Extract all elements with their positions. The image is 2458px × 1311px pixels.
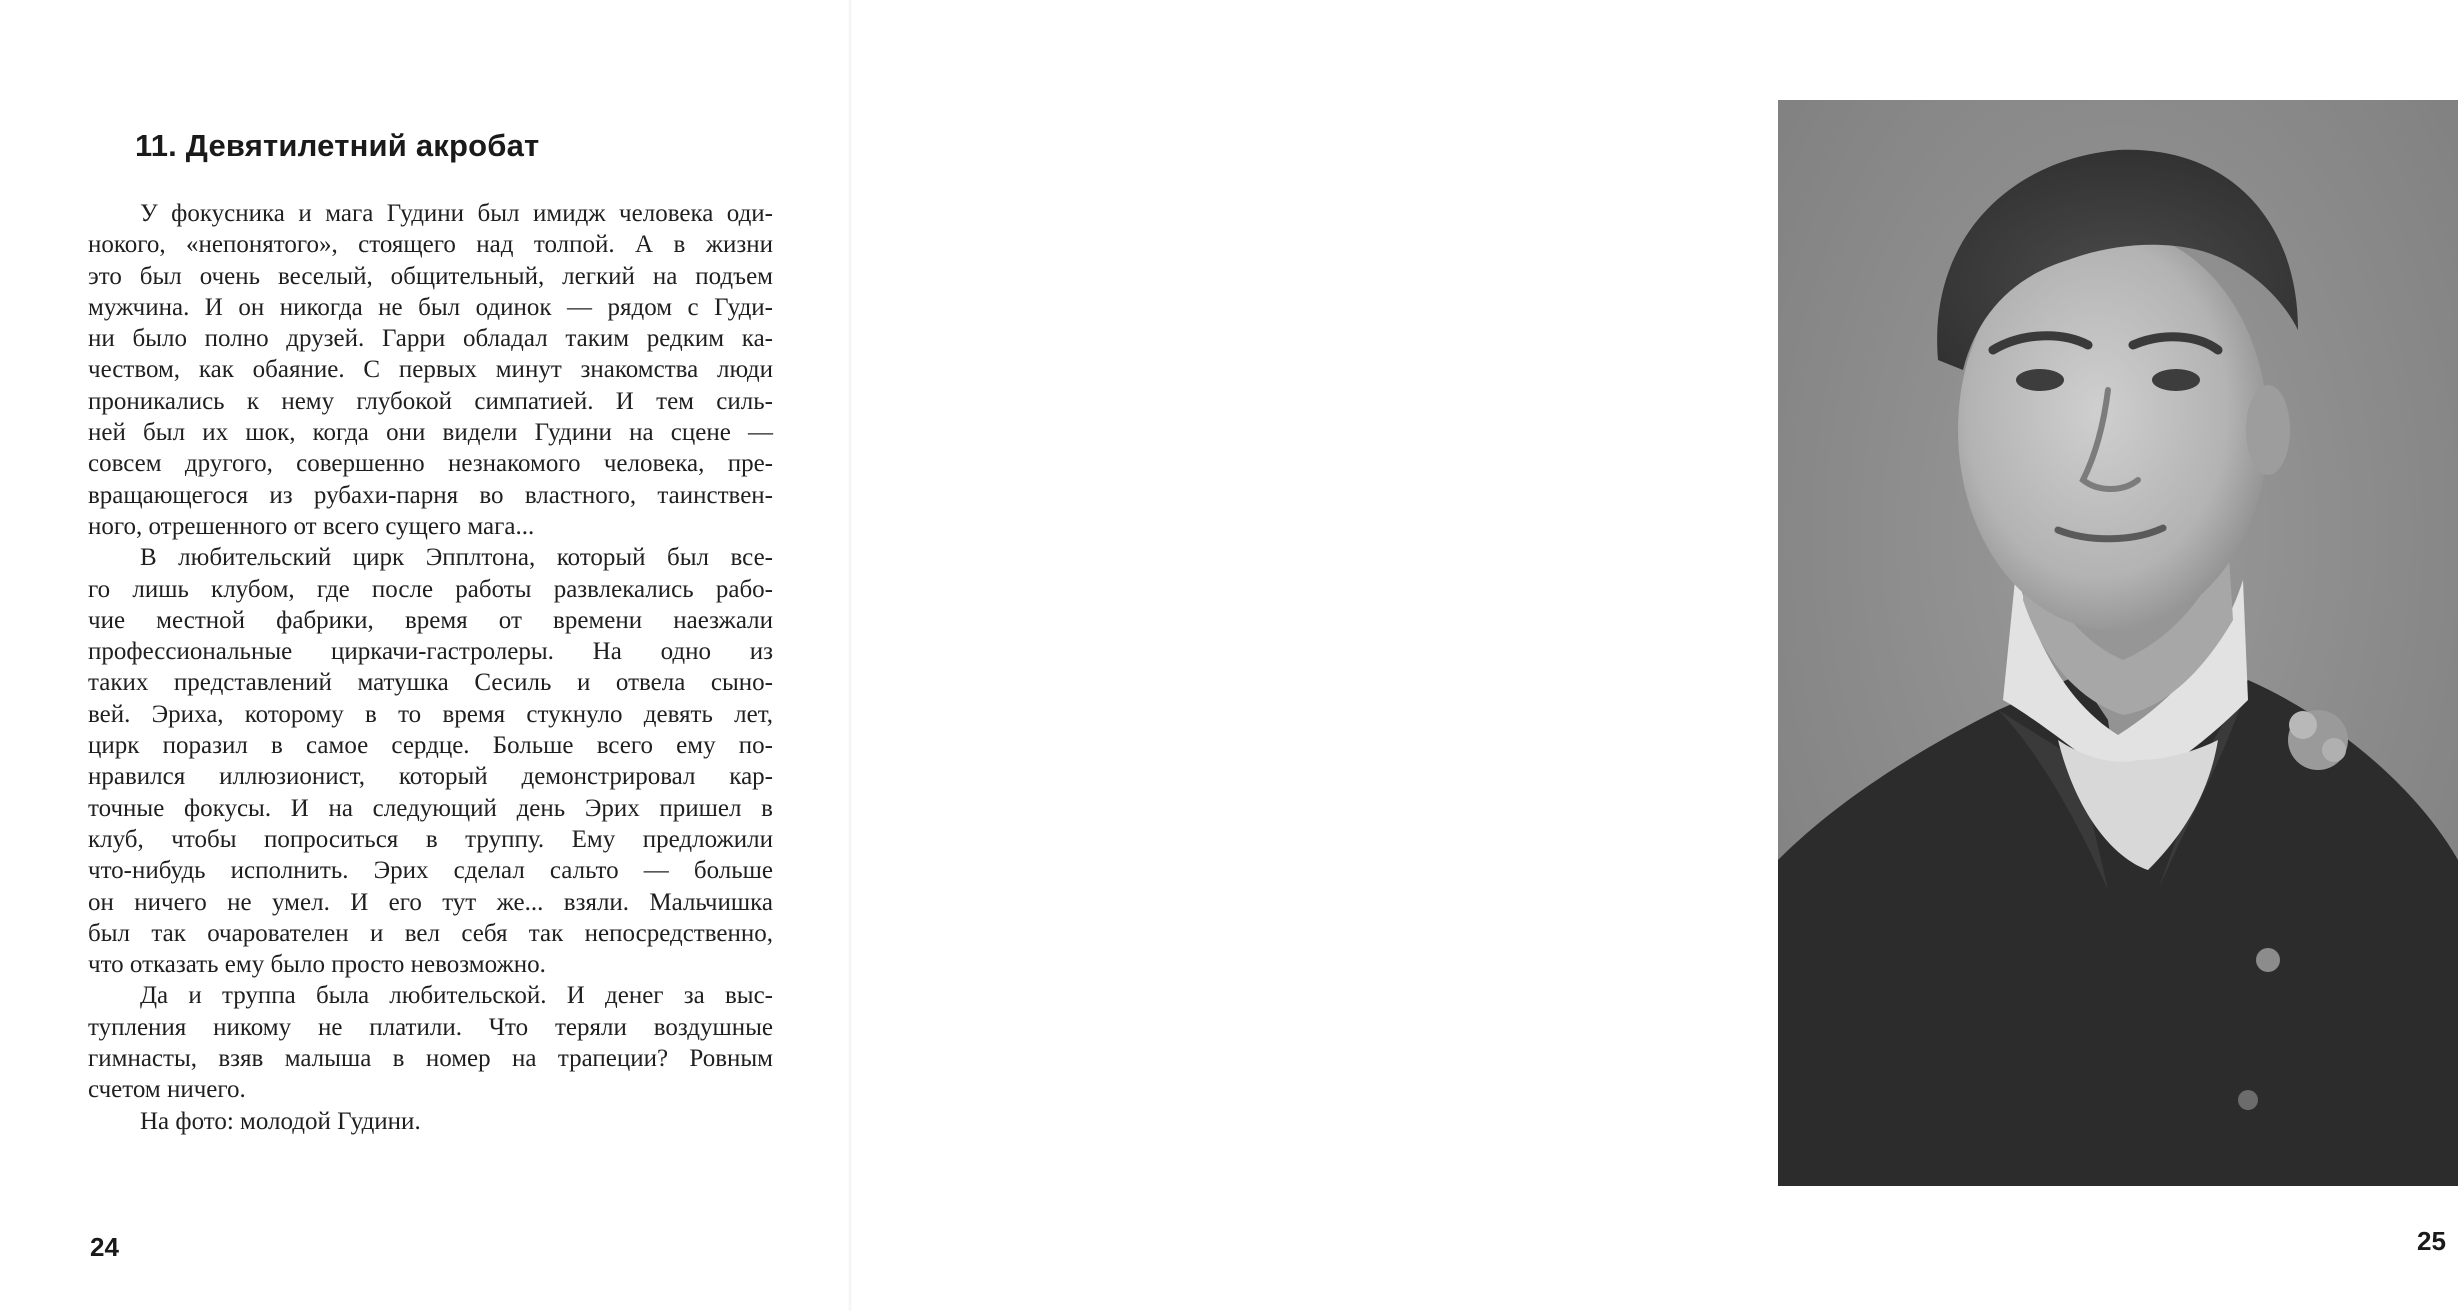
page-number-left: 24: [90, 1232, 119, 1262]
body-text: [88, 198, 773, 1137]
text-line: У фокусника и мага Гудини был имидж человека оди-: [140, 200, 773, 227]
text-line: профессиональные циркачи-гастролеры. На одно из: [88, 638, 773, 666]
text-line: вращающегося из рубахи-парня во властного, таинствен-: [88, 481, 773, 509]
left-page: [0, 0, 850, 1311]
text-line: что отказать ему было просто невозможно.: [88, 951, 546, 979]
text-line: мужчина. И он никогда не был одинок — рядом с Гуди-: [88, 293, 773, 321]
text-line: совсем другого, совершенно незнакомого человека, пре-: [88, 450, 773, 478]
text-line: В любительский цирк Эпплтона, который был все-: [140, 544, 773, 572]
text-line: Да и труппа была любительской. И денег за выс-: [140, 982, 773, 1010]
text-line: чие местной фабрики, время от времени наезжали: [88, 606, 773, 634]
text-line: тупления никому не платили. Что теряли воздушные: [88, 1013, 773, 1041]
text-line: ни было полно друзей. Гарри обладал таким редким ка-: [88, 325, 773, 353]
text-line: го лишь клубом, где после работы развлекались рабо-: [88, 575, 773, 603]
text-line: был так очарователен и вел себя так непосредственно,: [88, 919, 773, 947]
text-line: проникались к нему глубокой симпатией. И тем силь-: [88, 387, 773, 415]
chapter-title: 11. Девятилетний акробат: [135, 128, 540, 163]
text-line: точные фокусы. И на следующий день Эрих пришел в: [88, 794, 773, 822]
text-line: это был очень веселый, общительный, легкий на подъем: [88, 262, 773, 290]
right-page: [850, 0, 2446, 1311]
text-line: таких представлений матушка Сесиль и отвела сыно-: [88, 669, 773, 697]
text-line: он ничего не умел. И его тут же... взяли. Мальчишка: [88, 888, 773, 916]
text-line: ного, отрешенного от всего сущего мага...: [88, 512, 535, 540]
photo-caption: На фото: молодой Гудини.: [140, 1107, 421, 1135]
text-line: клуб, чтобы попроситься в труппу. Ему предложили: [88, 825, 773, 853]
text-line: что-нибудь исполнить. Эрих сделал сальто — больше: [88, 857, 773, 885]
text-line: нравился иллюзионист, который демонстрировал кар-: [88, 763, 773, 791]
page-number-right: 25: [2417, 1226, 2446, 1256]
text-line: ней был их шок, когда они видели Гудини на сцене —: [88, 419, 773, 447]
text-line: гимнасты, взяв малыша в номер на трапеции? Ровным: [88, 1045, 773, 1073]
text-line: цирк поразил в самое сердце. Больше всего ему по-: [88, 732, 773, 760]
text-line: счетом ничего.: [88, 1076, 246, 1104]
text-line: нокого, «непонятого», стоящего над толпой. А в жизни: [88, 231, 773, 259]
text-line: чеством, как обаяние. С первых минут знакомства люди: [88, 356, 773, 384]
portrait-photo: [1778, 100, 2458, 1186]
text-line: вей. Эриха, которому в то время стукнуло девять лет,: [88, 700, 773, 728]
